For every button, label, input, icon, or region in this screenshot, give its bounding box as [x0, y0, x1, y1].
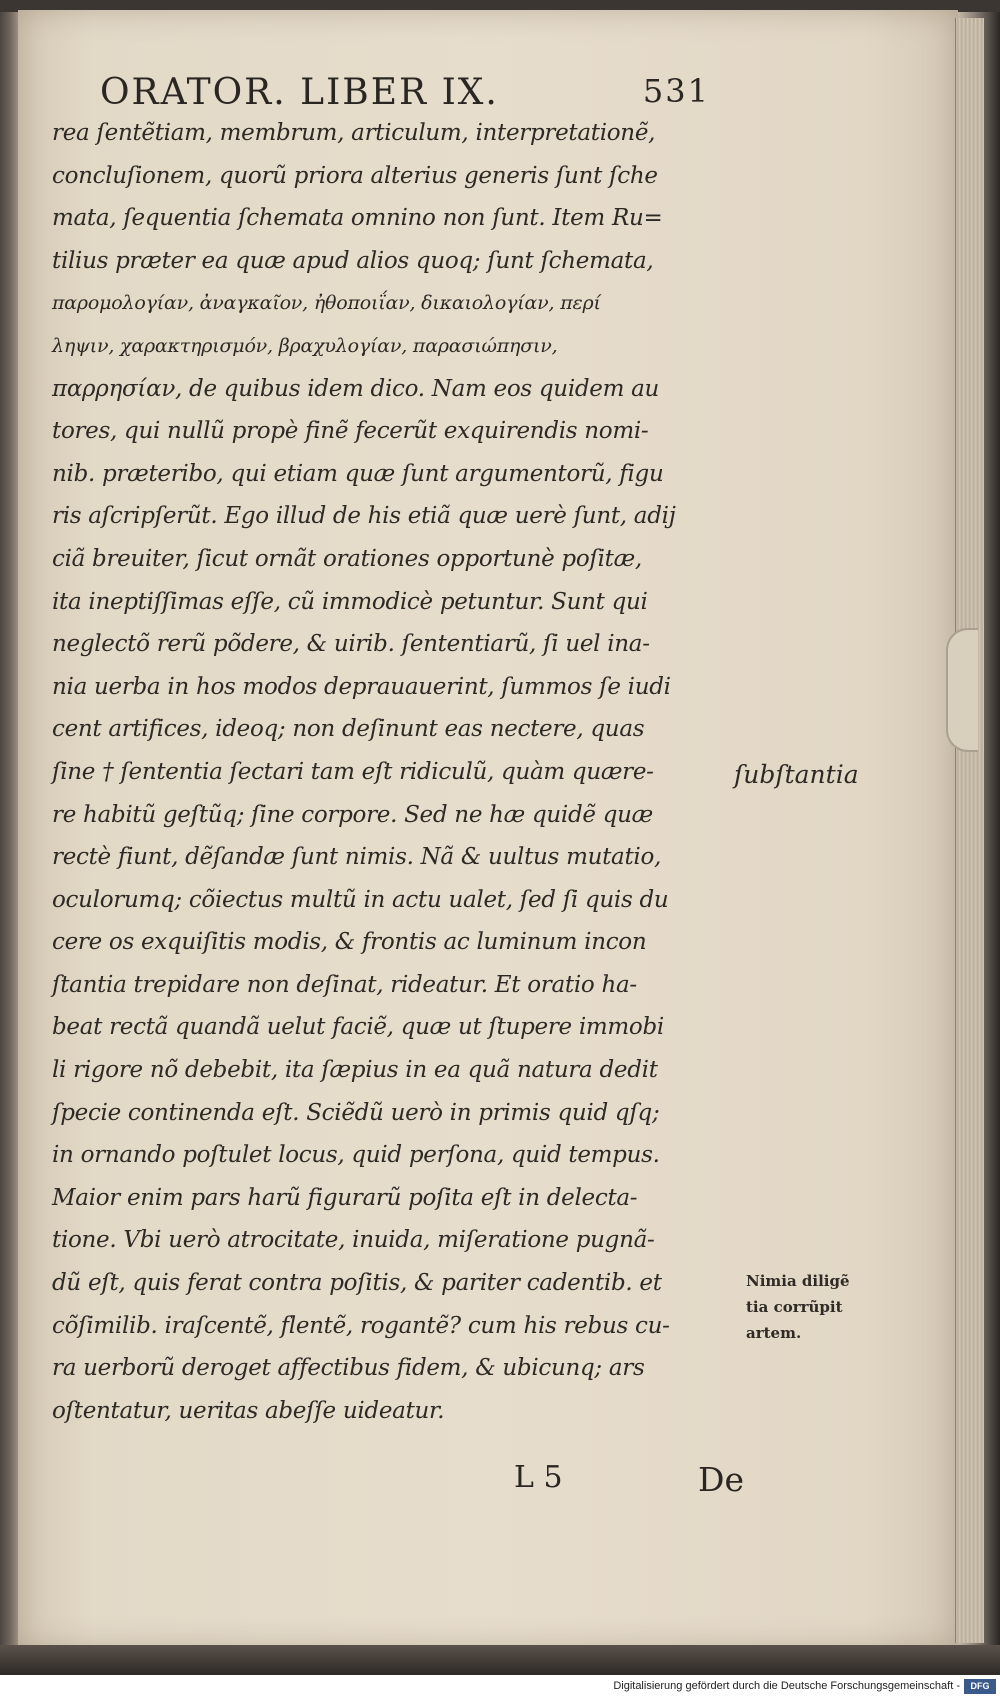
page-number: 531: [642, 72, 710, 110]
text-line: tione. Vbi uerò atrocitate, inuida, miſeratione pugnã-: [52, 1227, 655, 1254]
text-line: ſpecie continenda eſt. Sciẽdũ uerò in primis quid qſq;: [52, 1099, 660, 1126]
text-line: re habitũ geſtũq; ſine corpore. Sed ne hæ quidẽ quæ: [52, 801, 653, 828]
text-line: Maior enim pars harũ figurarũ poſita eſt in delecta-: [52, 1184, 638, 1211]
page-fore-edge: [955, 18, 984, 1643]
text-line: ra uerborũ deroget affectibus fidem, & ubicunq; ars: [52, 1355, 645, 1382]
text-line: nia uerba in hos modos deprauauerint, ſummos ſe iudi: [52, 673, 671, 700]
marginal-note-line: tia corrũpit: [746, 1298, 843, 1316]
text-line: ita ineptiſſimas eſſe, cũ immodicè petuntur. Sunt qui: [52, 588, 648, 615]
text-line: ciã breuiter, ſicut ornãt orationes opportunè poſitæ,: [52, 545, 642, 572]
marginal-note-line: Nimia diligẽ: [746, 1272, 850, 1290]
text-line: beat rectã quandã uelut faciẽ, quæ ut ſtupere immobi: [52, 1014, 664, 1041]
text-line-greek: ληψιν, χαρακτηρισμόν, βραχυλογίαν, παρασιώπησιν,: [52, 334, 558, 357]
text-line: dũ eſt, quis ferat contra poſitis, & pariter cadentib. et: [52, 1270, 662, 1297]
text-line: cõſimilib. iraſcentẽ, flentẽ, rogantẽ? cum his rebus cu-: [52, 1312, 670, 1339]
text-line: nib. præteribo, qui etiam quæ ſunt argumentorũ, figu: [52, 460, 664, 487]
margin-word: ſubſtantia: [734, 760, 859, 789]
text-line: neglectõ rerũ põdere, & uirib. ſententiarũ, ſi uel ina-: [52, 631, 650, 658]
text-line: cent artifices, ideoq; non deſinunt eas nectere, quas: [52, 716, 645, 743]
signature-mark: L 5: [514, 1460, 563, 1495]
text-line: in ornando poſtulet locus, quid perſona, quid tempus.: [52, 1142, 660, 1169]
text-line: mata, ſequentia ſchemata omnino non ſunt. Item Ru=: [52, 205, 663, 232]
text-line: cere os exquiſitis modis, & frontis ac luminum incon: [52, 929, 647, 956]
scan-bottom-edge: [0, 1645, 1000, 1675]
text-line: rectè fiunt, dẽſandæ ſunt nimis. Nã & uultus mutatio,: [52, 844, 662, 871]
digitization-credit: [0, 1675, 1000, 1699]
body-text: [52, 112, 752, 1432]
text-line: ſtantia trepidare non deſinat, rideatur. Et oratio ha-: [52, 971, 637, 998]
running-title: ORATOR. LIBER IX.: [100, 72, 499, 113]
text-line-greek: παρομολογίαν, ἀναγκαῖον, ἠθοποιΐαν, δικαιολογίαν, περί: [52, 292, 601, 315]
bookmark-tab: [946, 628, 978, 752]
marginal-note-line: artem.: [746, 1324, 802, 1342]
text-line: oculorumq; cõiectus multũ in actu ualet, ſed ſi quis du: [52, 886, 669, 913]
marginal-note: [746, 1268, 876, 1346]
text-line: παρρησίαν, de quibus idem dico. Nam eos quidem au: [52, 375, 660, 402]
text-line: tores, qui nullũ propè finẽ fecerũt exquirendis nomi-: [52, 418, 649, 445]
text-line: tilius præter ea quæ apud alios quoq; ſunt ſchemata,: [52, 247, 654, 274]
catchword: De: [698, 1460, 744, 1499]
text-line: concluſionem, quorũ priora alterius generis ſunt ſche: [52, 162, 658, 189]
text-line: ſine † ſententia ſectari tam eſt ridiculũ, quàm quære-: [52, 758, 654, 785]
text-line: rea ſentẽtiam, membrum, articulum, interpretationẽ,: [52, 120, 656, 146]
text-line: ris aſcripſerũt. Ego illud de his etiã quæ uerè ſunt, adij: [52, 503, 676, 530]
dfg-logo: DFG: [964, 1679, 996, 1694]
credit-text: Digitalisierung gefördert durch die Deutsche Forschungsgemeinschaft -: [613, 1680, 960, 1692]
text-line: li rigore nõ debebit, ita ſæpius in ea quã natura dedit: [52, 1057, 658, 1084]
text-line: oſtentatur, ueritas abeſſe uideatur.: [52, 1397, 445, 1424]
